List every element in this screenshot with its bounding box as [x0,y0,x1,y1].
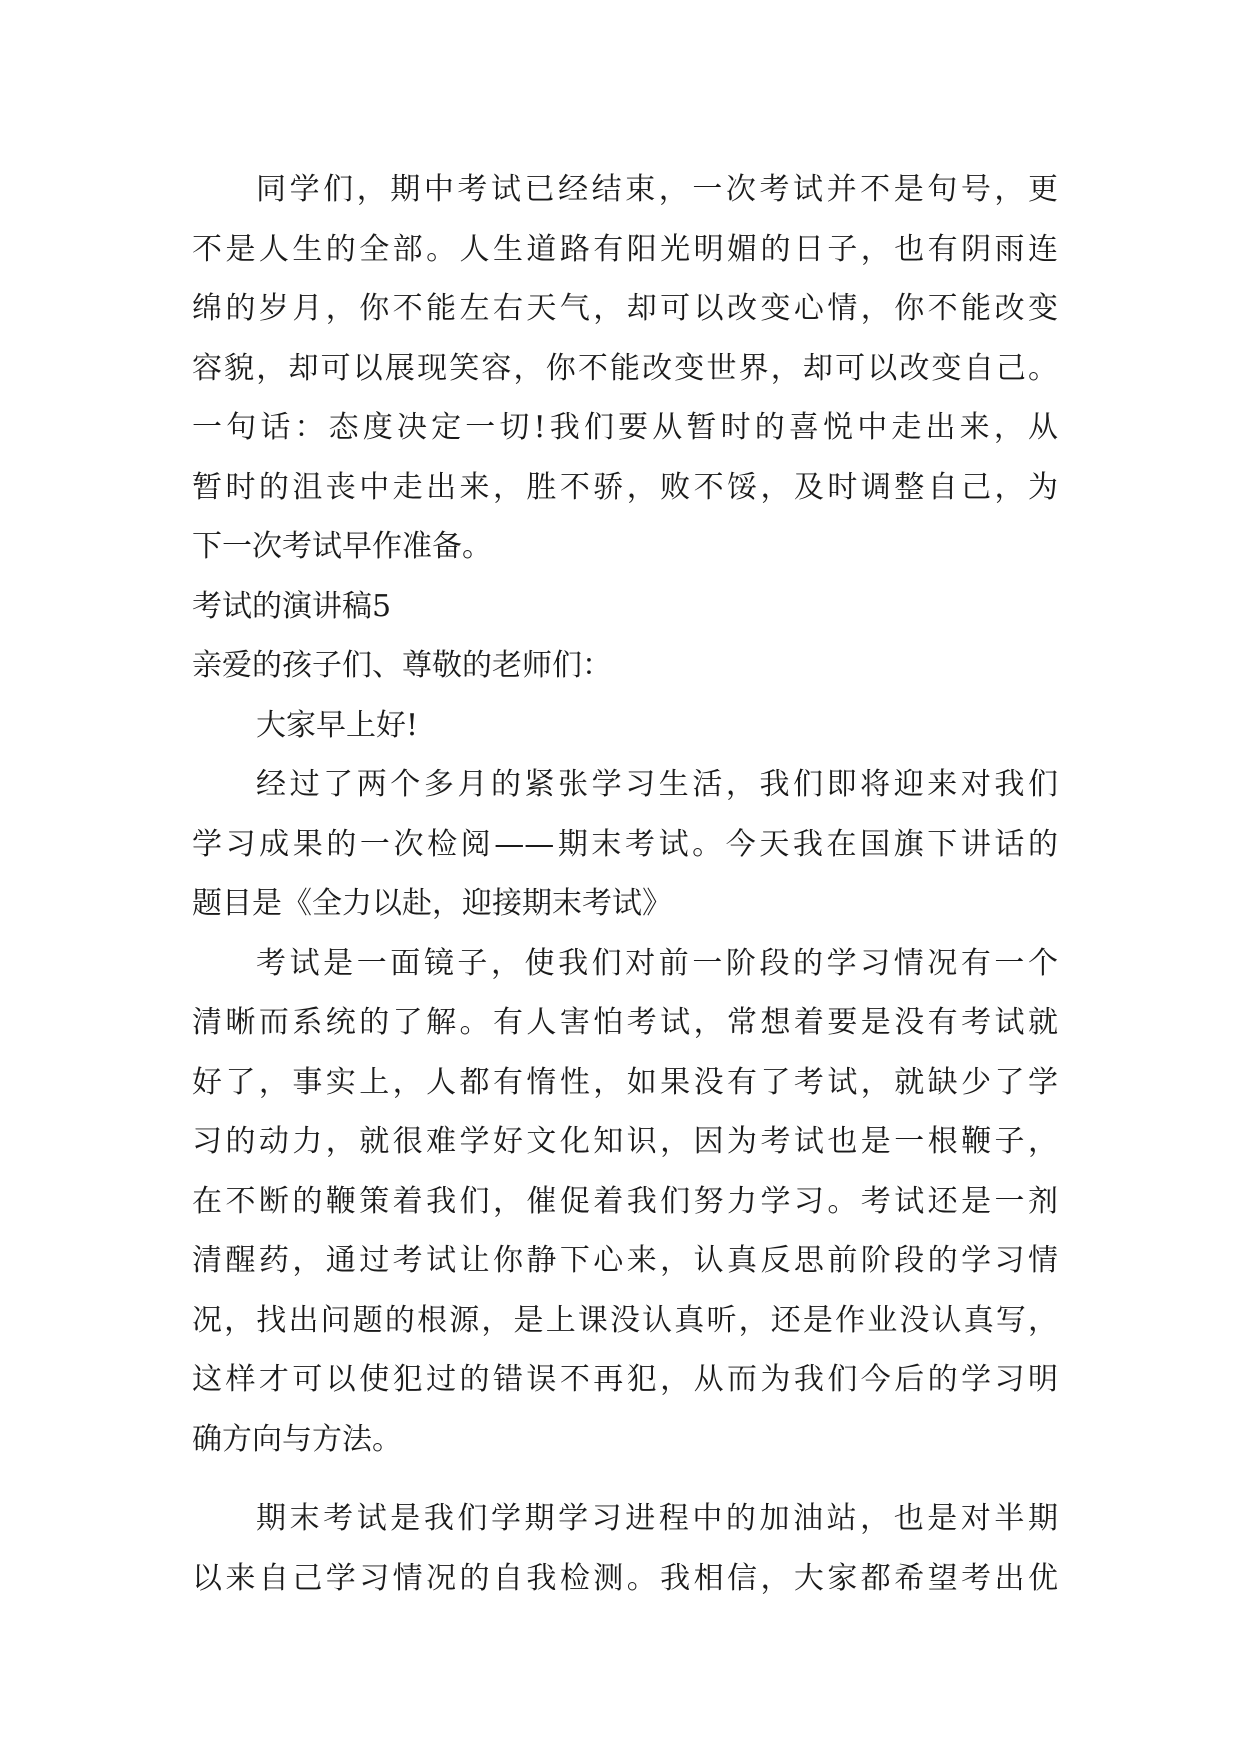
text-line: 一句话：态度决定一切!我们要从暂时的喜悦中走出来，从 [192,410,1058,445]
text-line: 容貌，却可以展现笑容，你不能改变世界，却可以改变自己。 [192,350,1058,386]
paragraph [192,160,1058,577]
paragraph [192,934,1058,1470]
text-line: 题目是《全力以赴，迎接期末考试》 [192,886,672,921]
paragraph-gap [192,1469,1058,1489]
paragraph [192,1489,1058,1608]
text-line: 期末考试是我们学期学习进程中的加油站，也是对半期 [256,1501,1058,1536]
text-line: 绵的岁月，你不能左右天气，却可以改变心情，你不能改变 [192,291,1058,326]
text-line: 暂时的沮丧中走出来，胜不骄，败不馁，及时调整自己，为 [192,469,1058,505]
text-line: 确方向与方法。 [192,1421,402,1457]
text-line: 清醒药，通过考试让你静下心来，认真反思前阶段的学习情 [192,1243,1058,1278]
text-line: 这样才可以使犯过的错误不再犯，从而为我们今后的学习明 [192,1362,1058,1397]
text-line: 好了，事实上，人都有惰性，如果没有了考试，就缺少了学 [192,1064,1058,1100]
text-line: 下一次考试早作准备。 [192,529,492,564]
paragraph [192,755,1058,934]
text-line: 考试是一面镜子，使我们对前一阶段的学习情况有一个 [256,945,1058,981]
greeting: 大家早上好! [256,707,419,743]
text-line: 以来自己学习情况的自我检测。我相信，大家都希望考出优 [192,1560,1058,1596]
text-line: 况，找出问题的根源，是上课没认真听，还是作业没认真写， [192,1302,1058,1338]
document-body [192,160,1058,1608]
salutation: 亲爱的孩子们、尊敬的老师们： [192,648,612,683]
text-line: 在不断的鞭策着我们，催促着我们努力学习。考试还是一剂 [192,1183,1058,1219]
section-heading: 考试的演讲稿5 [192,588,392,624]
text-line: 学习成果的一次检阅——期末考试。今天我在国旗下讲话的 [192,826,1058,862]
text-line: 经过了两个多月的紧张学习生活，我们即将迎来对我们 [256,767,1058,802]
text-line: 不是人生的全部。人生道路有阳光明媚的日子，也有阴雨连 [192,231,1058,267]
text-line: 同学们，期中考试已经结束，一次考试并不是句号，更 [256,172,1058,207]
text-line: 习的动力，就很难学好文化知识，因为考试也是一根鞭子， [192,1124,1058,1159]
text-line: 清晰而系统的了解。有人害怕考试，常想着要是没有考试就 [192,1005,1058,1040]
